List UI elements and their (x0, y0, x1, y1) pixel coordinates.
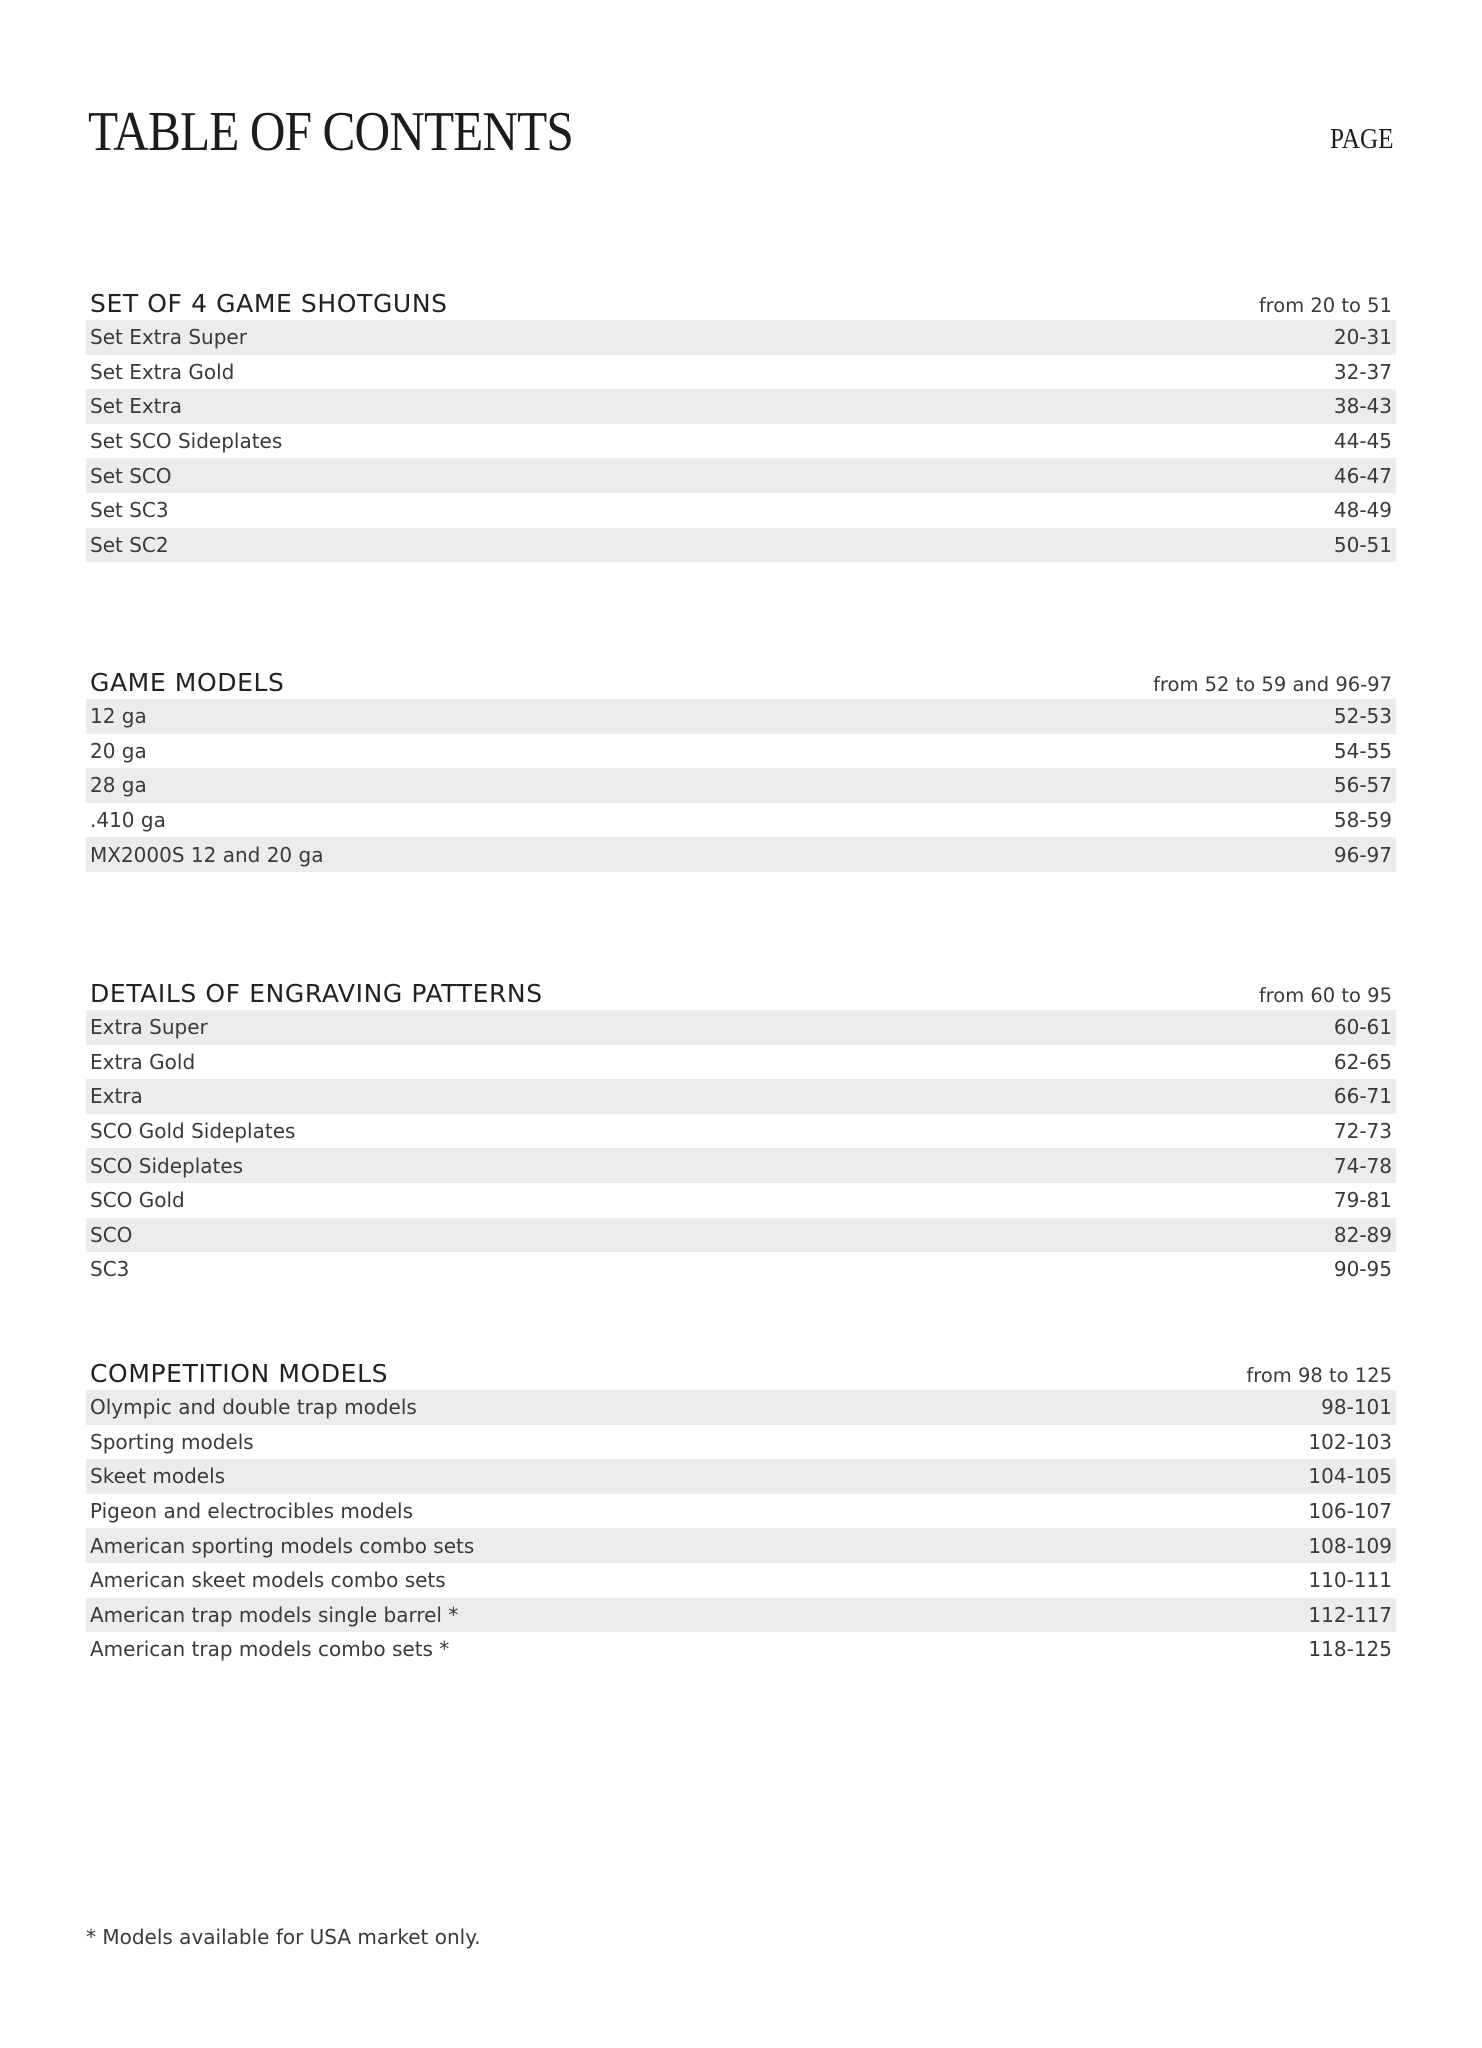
entry-label: .410 ga (90, 808, 166, 833)
section-page-range: from 98 to 125 (1246, 1364, 1392, 1387)
toc-entry[interactable] (86, 1425, 1396, 1460)
toc-section-game-shotgun-sets (86, 286, 1396, 562)
toc-entry[interactable] (86, 1390, 1396, 1425)
footnote: * Models available for USA market only. (86, 1925, 481, 1949)
entry-label: Set SC2 (90, 532, 169, 557)
toc-entry[interactable] (86, 1114, 1396, 1149)
entry-label: 28 ga (90, 773, 147, 798)
toc-section-engraving-patterns (86, 976, 1396, 1287)
toc-entry[interactable] (86, 1148, 1396, 1183)
entry-label: American trap models combo sets * (90, 1637, 450, 1662)
toc-entry[interactable] (86, 355, 1396, 390)
entry-pages: 72-73 (1333, 1119, 1392, 1144)
toc-list (86, 1390, 1396, 1667)
entry-pages: 66-71 (1333, 1084, 1392, 1109)
entry-label: American sporting models combo sets (90, 1533, 475, 1558)
toc-list (86, 699, 1396, 872)
entry-label: Set SCO Sideplates (90, 429, 283, 454)
page-title: TABLE OF CONTENTS (88, 101, 573, 163)
section-header (86, 286, 1396, 320)
toc-entry[interactable] (86, 1528, 1396, 1563)
entry-label: Set Extra Super (90, 325, 247, 350)
toc-entry[interactable] (86, 1010, 1396, 1045)
toc-entry[interactable] (86, 1459, 1396, 1494)
entry-label: 12 ga (90, 704, 147, 729)
entry-pages: 20-31 (1333, 325, 1392, 350)
entry-label: 20 ga (90, 738, 147, 763)
entry-label: Sporting models (90, 1429, 254, 1454)
toc-entry[interactable] (86, 1045, 1396, 1080)
entry-pages: 54-55 (1333, 738, 1392, 763)
toc-list (86, 1010, 1396, 1287)
entry-pages: 106-107 (1308, 1499, 1392, 1524)
entry-pages: 60-61 (1333, 1015, 1392, 1040)
entry-label: Extra Super (90, 1015, 208, 1040)
entry-label: Extra Gold (90, 1049, 196, 1074)
entry-label: Set SC3 (90, 498, 169, 523)
entry-label: Olympic and double trap models (90, 1395, 417, 1420)
entry-label: SCO Gold Sideplates (90, 1119, 296, 1144)
toc-entry[interactable] (86, 1563, 1396, 1598)
entry-pages: 108-109 (1308, 1533, 1392, 1558)
toc-entry[interactable] (86, 734, 1396, 769)
toc-entry[interactable] (86, 1632, 1396, 1667)
entry-label: SCO Sideplates (90, 1153, 244, 1178)
entry-pages: 44-45 (1333, 429, 1392, 454)
toc-entry[interactable] (86, 768, 1396, 803)
toc-entry[interactable] (86, 1494, 1396, 1529)
entry-label: SCO Gold (90, 1188, 185, 1213)
entry-pages: 102-103 (1308, 1429, 1392, 1454)
section-title: DETAILS OF ENGRAVING PATTERNS (90, 979, 543, 1008)
entry-pages: 96-97 (1333, 842, 1392, 867)
section-header (86, 665, 1396, 699)
entry-pages: 58-59 (1333, 808, 1392, 833)
entry-pages: 98-101 (1321, 1395, 1392, 1420)
toc-section-game-models (86, 665, 1396, 872)
toc-entry[interactable] (86, 1183, 1396, 1218)
entry-pages: 110-111 (1308, 1568, 1392, 1593)
entry-pages: 90-95 (1333, 1257, 1392, 1282)
entry-pages: 56-57 (1333, 773, 1392, 798)
entry-label: American skeet models combo sets (90, 1568, 446, 1593)
entry-pages: 62-65 (1333, 1049, 1392, 1074)
section-header (86, 1356, 1396, 1390)
section-header (86, 976, 1396, 1010)
toc-section-competition-models (86, 1356, 1396, 1667)
section-title: SET OF 4 GAME SHOTGUNS (90, 289, 448, 318)
toc-entry[interactable] (86, 528, 1396, 563)
page-column-label: PAGE (1330, 124, 1394, 155)
section-page-range: from 52 to 59 and 96-97 (1153, 673, 1392, 696)
entry-pages: 74-78 (1333, 1153, 1392, 1178)
toc-entry[interactable] (86, 1598, 1396, 1633)
toc-list (86, 320, 1396, 562)
toc-entry[interactable] (86, 389, 1396, 424)
toc-entry[interactable] (86, 1079, 1396, 1114)
toc-entry[interactable] (86, 424, 1396, 459)
toc-entry[interactable] (86, 1252, 1396, 1287)
section-title: COMPETITION MODELS (90, 1359, 389, 1388)
toc-entry[interactable] (86, 1218, 1396, 1253)
entry-pages: 48-49 (1333, 498, 1392, 523)
entry-label: MX2000S 12 and 20 ga (90, 842, 324, 867)
section-page-range: from 20 to 51 (1258, 294, 1392, 317)
entry-pages: 82-89 (1333, 1222, 1392, 1247)
entry-pages: 118-125 (1308, 1637, 1392, 1662)
entry-label: Skeet models (90, 1464, 226, 1489)
toc-entry[interactable] (86, 493, 1396, 528)
toc-entry[interactable] (86, 699, 1396, 734)
entry-label: Set Extra Gold (90, 359, 235, 384)
toc-entry[interactable] (86, 320, 1396, 355)
entry-label: SCO (90, 1222, 133, 1247)
toc-entry[interactable] (86, 837, 1396, 872)
entry-pages: 46-47 (1333, 463, 1392, 488)
entry-label: Set Extra (90, 394, 182, 419)
entry-pages: 50-51 (1333, 532, 1392, 557)
entry-label: Extra (90, 1084, 143, 1109)
toc-entry[interactable] (86, 458, 1396, 493)
section-title: GAME MODELS (90, 668, 285, 697)
entry-label: SC3 (90, 1257, 130, 1282)
entry-pages: 32-37 (1333, 359, 1392, 384)
entry-pages: 38-43 (1333, 394, 1392, 419)
entry-pages: 52-53 (1333, 704, 1392, 729)
entry-label: Pigeon and electrocibles models (90, 1499, 414, 1524)
entry-pages: 104-105 (1308, 1464, 1392, 1489)
section-page-range: from 60 to 95 (1258, 984, 1392, 1007)
entry-label: Set SCO (90, 463, 172, 488)
entry-pages: 112-117 (1308, 1602, 1392, 1627)
entry-pages: 79-81 (1333, 1188, 1392, 1213)
toc-entry[interactable] (86, 803, 1396, 838)
entry-label: American trap models single barrel * (90, 1602, 459, 1627)
